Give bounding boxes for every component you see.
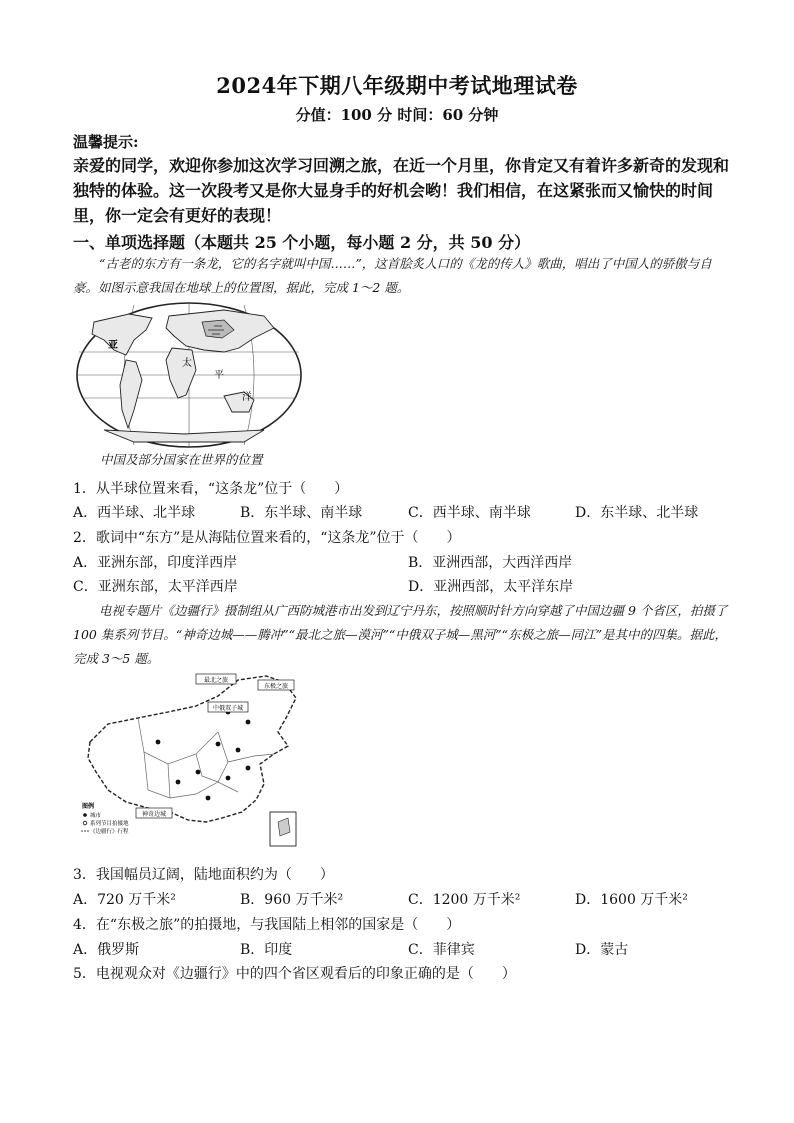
tips-body: 亲爱的同学，欢迎你参加这次学习回溯之旅，在近一个月里，你肯定又有着许多新奇的发现和独特的体验。这一次段考又是你大显身手的好机会哟！我们相信，在这紧张而又愉快的时间里，你一定会有更好的表现！ [73, 156, 730, 225]
q2-option-a: A．亚洲东部，印度洋西岸 [73, 555, 238, 571]
q4-option-d: D．蒙古 [575, 942, 629, 958]
tips-heading: 温馨提示: [73, 133, 139, 151]
legend-city: 城市 [90, 813, 102, 819]
world-map-figure [74, 300, 304, 450]
q2-option-b: B．亚洲西部，大西洋西岸 [408, 555, 573, 571]
map-label-asia: 亚 [108, 340, 118, 351]
q1-option-d: D．东半球、北半球 [575, 505, 699, 521]
question-3: 3．我国幅员辽阔，陆地面积约为（ ） [73, 867, 334, 883]
q1-option-a: A．西半球、北半球 [73, 505, 196, 521]
q1-option-b: B．东半球、南半球 [240, 505, 363, 521]
section-heading: 一、单项选择题（本题共 25 个小题，每小题 2 分，共 50 分） [73, 233, 531, 252]
figure-1-caption: 中国及部分国家在世界的位置 [100, 452, 263, 467]
q3-option-d: D．1600 万千米² [575, 892, 688, 908]
q2-option-c: C．亚洲东部，太平洋西岸 [73, 579, 238, 595]
exam-subtitle: 分值：100 分 时间：60 分钟 [295, 106, 499, 124]
map-label-yang: 洋 [242, 392, 252, 403]
map-label-north: 最北之旅 [203, 677, 229, 684]
question-4: 4．在“东极之旅”的拍摄地，与我国陆上相邻的国家是（ ） [73, 917, 461, 933]
map-label-east: 东极之旅 [263, 683, 289, 690]
q4-option-a: A．俄罗斯 [73, 942, 140, 958]
map-label-twin: 中俄双子城 [212, 705, 244, 712]
map-label-tai: 太 [182, 358, 192, 369]
q4-option-c: C．菲律宾 [408, 942, 475, 958]
exam-title: 2024年下期八年级期中考试地理试卷 [216, 73, 578, 98]
legend-route: 《边疆行》行程 [90, 829, 129, 835]
map-label-tengchong: 神奇边城 [141, 811, 167, 818]
q3-option-b: B．960 万千米² [240, 892, 344, 908]
q3-option-c: C．1200 万千米² [408, 892, 521, 908]
passage-2: 电视专题片《边疆行》摄制组从广西防城港市出发到辽宁丹东，按照顺时针方向穿越了中国边疆 9 个省区，拍摄了 100 集系列节目。“神奇边城——腾冲”“最北之旅—漠河”“中俄双子城—黑河”“东极之旅—同江”是其中的四集。据此，完成 3～5 题。 [73, 603, 728, 666]
china-map-figure [78, 672, 308, 852]
question-2: 2．歌词中“东方”是从海陆位置来看的，“这条龙”位于（ ） [73, 530, 461, 546]
question-5: 5．电视观众对《边疆行》中的四个省区观看后的印象正确的是（ ） [73, 966, 516, 982]
q3-option-a: A．720 万千米² [73, 892, 176, 908]
map-label-ping: 平 [214, 370, 224, 381]
passage-1: “古老的东方有一条龙，它的名字就叫中国……”，这首脍炙人口的《龙的传人》歌曲，唱出了中国人的骄傲与自豪。如图示意我国在地球上的位置图，据此，完成 1～2 题。 [73, 256, 712, 295]
legend-title: 图例 [82, 803, 95, 810]
q1-option-c: C．西半球、南半球 [408, 505, 531, 521]
legend-sites: 系列节目拍摄地 [90, 821, 129, 827]
question-1: 1．从半球位置来看，“这条龙”位于（ ） [73, 481, 349, 497]
q2-option-d: D．亚洲西部，太平洋东岸 [408, 579, 574, 595]
q4-option-b: B．印度 [240, 942, 293, 958]
